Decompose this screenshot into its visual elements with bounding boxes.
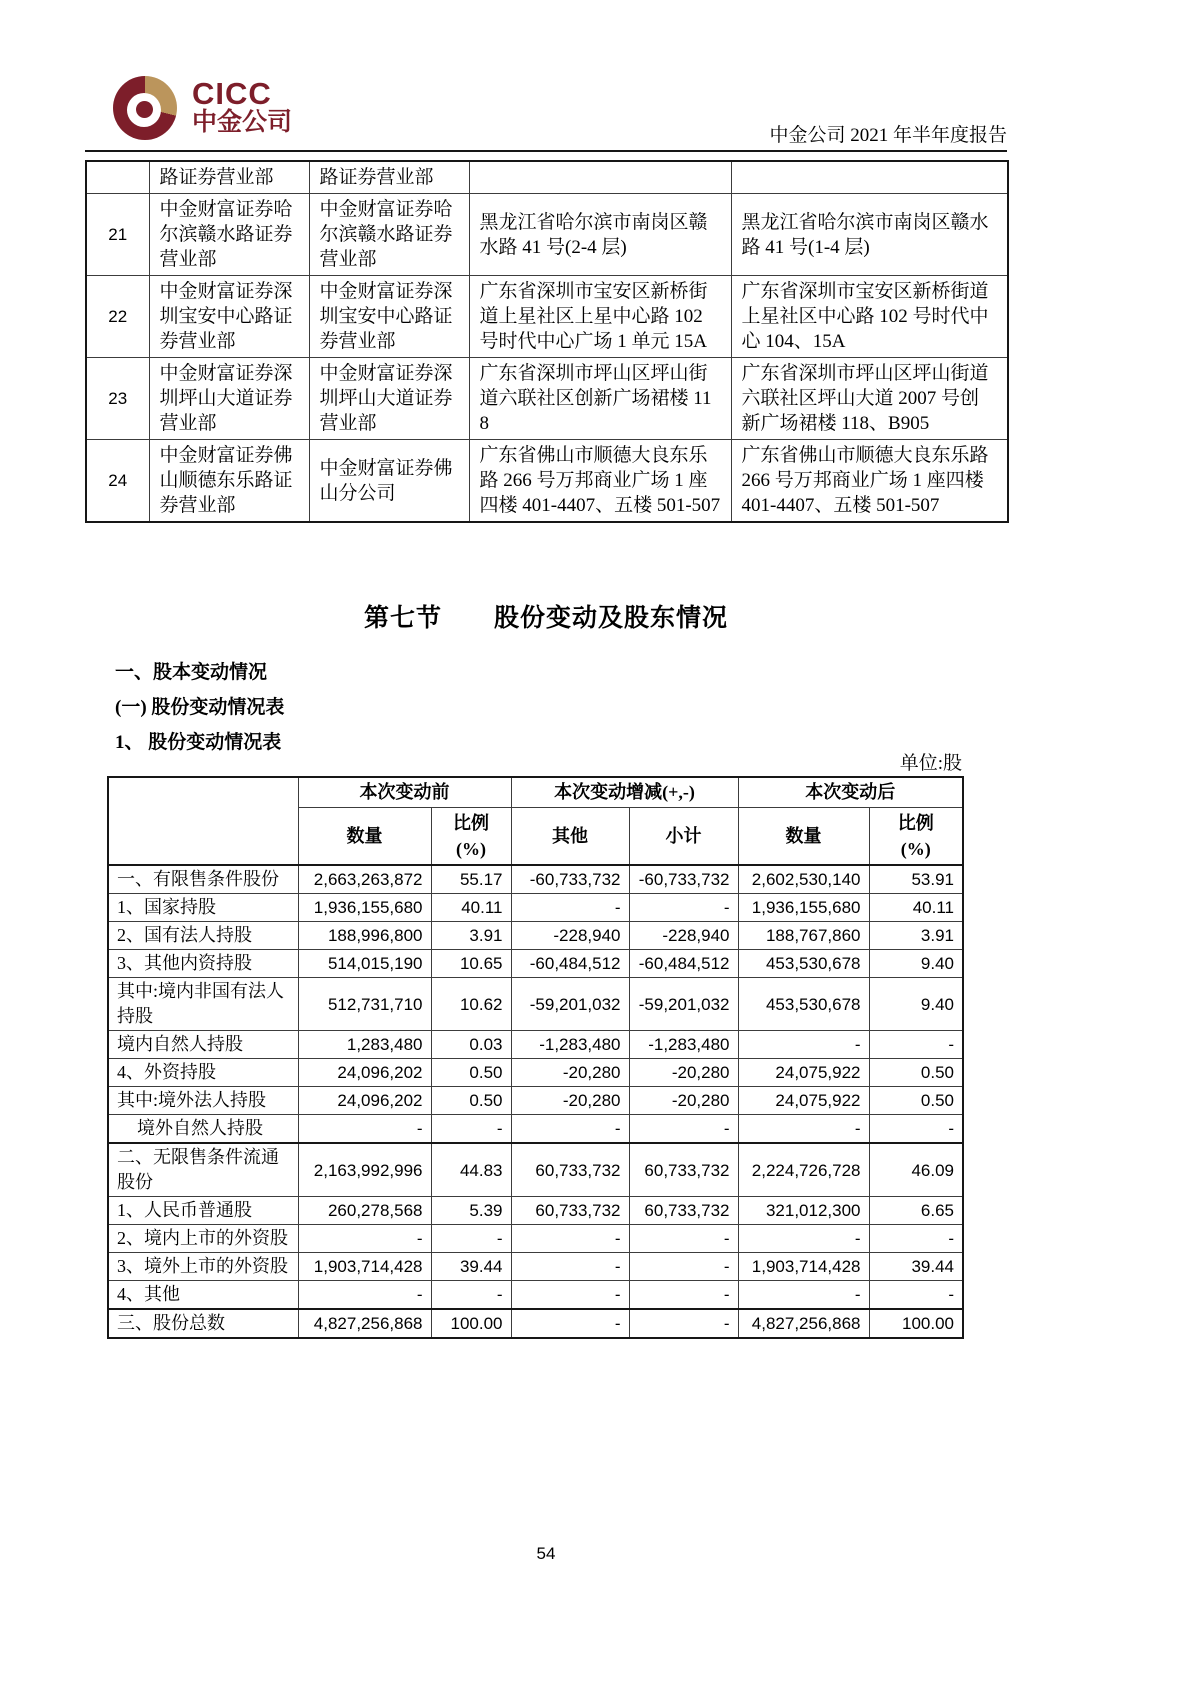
branch-table-row <box>86 440 1008 523</box>
share-cell-label: 2、国有法人持股 <box>108 922 298 950</box>
share-cell-qty-before: 514,015,190 <box>298 950 431 978</box>
report-header-title: 中金公司 2021 年半年度报告 <box>769 125 1007 146</box>
branch-cell-address-after: 广东省佛山市顺德大良东乐路 266 号万邦商业广场 1 座四楼 401-4407、五楼 501-507 <box>731 440 1008 523</box>
share-cell-other: -20,280 <box>511 1059 629 1087</box>
share-cell-other: - <box>511 1115 629 1144</box>
share-cell-qty-after: 24,075,922 <box>738 1087 869 1115</box>
share-table-row <box>108 1225 963 1253</box>
branch-cell-no: 24 <box>86 440 149 523</box>
share-cell-qty-after: - <box>738 1225 869 1253</box>
share-cell-ratio-before: 10.62 <box>431 978 511 1031</box>
share-cell-ratio-after: 100.00 <box>869 1309 963 1338</box>
share-cell-qty-after: 1,903,714,428 <box>738 1253 869 1281</box>
share-cell-label: 二、无限售条件流通股份 <box>108 1143 298 1197</box>
share-cell-subtotal: - <box>629 894 738 922</box>
share-cell-ratio-before: 0.50 <box>431 1087 511 1115</box>
share-cell-ratio-before: - <box>431 1225 511 1253</box>
ratio-label-line1: 比例 <box>453 813 489 833</box>
share-cell-ratio-before: 5.39 <box>431 1197 511 1225</box>
branch-table <box>85 160 1009 523</box>
branch-cell-address-after: 广东省深圳市宝安区新桥街道上星社区中心路 102 号时代中心 104、15A <box>731 276 1008 358</box>
share-cell-ratio-before: 40.11 <box>431 894 511 922</box>
share-cell-qty-before: 2,663,263,872 <box>298 865 431 894</box>
share-cell-qty-before: 512,731,710 <box>298 978 431 1031</box>
share-cell-other: - <box>511 1225 629 1253</box>
section-title: 第七节 股份变动及股东情况 <box>363 605 728 632</box>
branch-cell-address-after: 黑龙江省哈尔滨市南岗区赣水路 41 号(1-4 层) <box>731 194 1008 276</box>
share-cell-label: 4、其他 <box>108 1281 298 1310</box>
share-cell-qty-after: - <box>738 1031 869 1059</box>
share-table-row <box>108 1309 963 1338</box>
unit-row <box>107 748 962 775</box>
branch-cell-address-before: 广东省佛山市顺德大良东乐路 266 号万邦商业广场 1 座四楼 401-4407、五楼 501-507 <box>469 440 731 523</box>
share-cell-qty-before: 2,163,992,996 <box>298 1143 431 1197</box>
share-cell-subtotal: -228,940 <box>629 922 738 950</box>
col-header-group-after: 本次变动后 <box>738 777 963 808</box>
branch-cell-address-before: 广东省深圳市宝安区新桥街道上星社区上星中心路 102 号时代中心广场 1 单元 15A <box>469 276 731 358</box>
share-cell-subtotal: -60,484,512 <box>629 950 738 978</box>
share-cell-label: 三、股份总数 <box>108 1309 298 1338</box>
unit-label: 单位:股 <box>899 753 962 774</box>
share-cell-ratio-before: 55.17 <box>431 865 511 894</box>
share-cell-qty-after: - <box>738 1281 869 1310</box>
share-cell-qty-after: 188,767,860 <box>738 922 869 950</box>
share-cell-qty-after: 2,224,726,728 <box>738 1143 869 1197</box>
share-cell-ratio-before: - <box>431 1115 511 1144</box>
share-cell-ratio-before: 3.91 <box>431 922 511 950</box>
branch-table-body <box>86 161 1008 522</box>
col-header-group-change: 本次变动增减(+,-) <box>511 777 738 808</box>
share-cell-other: - <box>511 1253 629 1281</box>
share-table-row <box>108 865 963 894</box>
heading-share-change-table: (一) 股份变动情况表 <box>115 697 285 718</box>
share-cell-ratio-after: 0.50 <box>869 1059 963 1087</box>
share-cell-ratio-after: - <box>869 1115 963 1144</box>
branch-cell-name-after: 路证券营业部 <box>309 161 469 194</box>
share-cell-ratio-after: 9.40 <box>869 978 963 1031</box>
branch-cell-no <box>86 161 149 194</box>
share-cell-ratio-after: 46.09 <box>869 1143 963 1197</box>
share-cell-ratio-before: 0.50 <box>431 1059 511 1087</box>
share-cell-subtotal: - <box>629 1253 738 1281</box>
branch-cell-no: 22 <box>86 276 149 358</box>
heading-share-change-table-item: 1、 股份变动情况表 <box>115 732 282 753</box>
share-cell-qty-after: 1,936,155,680 <box>738 894 869 922</box>
share-cell-subtotal: -20,280 <box>629 1059 738 1087</box>
share-table-body <box>108 865 963 1338</box>
share-cell-other: -1,283,480 <box>511 1031 629 1059</box>
ratio-label-line2: (%) <box>456 839 486 859</box>
share-cell-ratio-after: 53.91 <box>869 865 963 894</box>
share-table-row <box>108 1031 963 1059</box>
share-cell-other: -60,733,732 <box>511 865 629 894</box>
share-cell-subtotal: - <box>629 1115 738 1144</box>
share-cell-qty-after: 453,530,678 <box>738 950 869 978</box>
share-table-row <box>108 1087 963 1115</box>
share-table-row <box>108 922 963 950</box>
col-header-other: 其他 <box>511 808 629 866</box>
share-cell-ratio-before: 100.00 <box>431 1309 511 1338</box>
share-cell-other: 60,733,732 <box>511 1143 629 1197</box>
share-table-row <box>108 1253 963 1281</box>
share-cell-label: 境内自然人持股 <box>108 1031 298 1059</box>
branch-cell-name-before: 中金财富证券哈尔滨赣水路证券营业部 <box>149 194 309 276</box>
share-cell-ratio-after: 3.91 <box>869 922 963 950</box>
branch-table-row <box>86 161 1008 194</box>
share-cell-ratio-before: 44.83 <box>431 1143 511 1197</box>
share-cell-qty-after: 453,530,678 <box>738 978 869 1031</box>
branch-cell-address-after: 广东省深圳市坪山区坪山街道六联社区坪山大道 2007 号创新广场裙楼 118、B905 <box>731 358 1008 440</box>
share-cell-qty-after: 4,827,256,868 <box>738 1309 869 1338</box>
branch-cell-name-after: 中金财富证券佛山分公司 <box>309 440 469 523</box>
share-cell-qty-before: 4,827,256,868 <box>298 1309 431 1338</box>
share-cell-other: -228,940 <box>511 922 629 950</box>
share-table-header-row-groups <box>108 777 963 808</box>
branch-cell-address-before: 黑龙江省哈尔滨市南岗区赣水路 41 号(2-4 层) <box>469 194 731 276</box>
col-header-qty-before: 数量 <box>298 808 431 866</box>
share-cell-subtotal: -60,733,732 <box>629 865 738 894</box>
branch-cell-name-after: 中金财富证券深圳宝安中心路证券营业部 <box>309 276 469 358</box>
branch-cell-address-before: 广东省深圳市坪山区坪山街道六联社区创新广场裙楼 118 <box>469 358 731 440</box>
col-header-ratio-after <box>869 808 963 866</box>
share-cell-ratio-after: 9.40 <box>869 950 963 978</box>
branch-cell-name-before: 中金财富证券佛山顺德东乐路证券营业部 <box>149 440 309 523</box>
branch-cell-address-before <box>469 161 731 194</box>
share-cell-qty-before: - <box>298 1115 431 1144</box>
share-cell-label: 其中:境内非国有法人持股 <box>108 978 298 1031</box>
branch-cell-name-before: 中金财富证券深圳坪山大道证券营业部 <box>149 358 309 440</box>
share-cell-qty-before: 24,096,202 <box>298 1087 431 1115</box>
share-cell-qty-before: 260,278,568 <box>298 1197 431 1225</box>
share-table-row <box>108 1115 963 1144</box>
header-rule <box>85 150 1007 152</box>
col-header-qty-after: 数量 <box>738 808 869 866</box>
share-cell-label: 1、人民币普通股 <box>108 1197 298 1225</box>
branch-cell-no: 23 <box>86 358 149 440</box>
branch-table-row <box>86 276 1008 358</box>
share-cell-subtotal: -20,280 <box>629 1087 738 1115</box>
share-table-row <box>108 1059 963 1087</box>
page-number: 54 <box>536 1544 556 1563</box>
share-cell-ratio-after: - <box>869 1225 963 1253</box>
share-cell-subtotal: - <box>629 1281 738 1310</box>
share-cell-qty-before: - <box>298 1225 431 1253</box>
col-header-subtotal: 小计 <box>629 808 738 866</box>
share-cell-ratio-before: - <box>431 1281 511 1310</box>
share-cell-qty-after: 321,012,300 <box>738 1197 869 1225</box>
share-cell-qty-after: 2,602,530,140 <box>738 865 869 894</box>
share-cell-other: - <box>511 1309 629 1338</box>
branch-cell-name-after: 中金财富证券哈尔滨赣水路证券营业部 <box>309 194 469 276</box>
share-cell-subtotal: - <box>629 1309 738 1338</box>
logo-text-cn: 中金公司 <box>192 109 293 137</box>
share-cell-other: - <box>511 1281 629 1310</box>
share-cell-ratio-before: 10.65 <box>431 950 511 978</box>
col-header-ratio-before <box>431 808 511 866</box>
share-cell-qty-after: 24,075,922 <box>738 1059 869 1087</box>
branch-table-row <box>86 194 1008 276</box>
share-table-row <box>108 1143 963 1197</box>
share-cell-other: -59,201,032 <box>511 978 629 1031</box>
share-cell-label: 1、国家持股 <box>108 894 298 922</box>
share-cell-subtotal: -1,283,480 <box>629 1031 738 1059</box>
share-cell-label: 2、境内上市的外资股 <box>108 1225 298 1253</box>
share-cell-subtotal: 60,733,732 <box>629 1197 738 1225</box>
branch-cell-name-before: 路证券营业部 <box>149 161 309 194</box>
share-cell-label: 境外自然人持股 <box>108 1115 298 1144</box>
ratio-label-line2: (%) <box>900 839 931 859</box>
share-cell-ratio-before: 0.03 <box>431 1031 511 1059</box>
share-cell-ratio-after: 6.65 <box>869 1197 963 1225</box>
share-cell-qty-before: 1,283,480 <box>298 1031 431 1059</box>
share-cell-label: 其中:境外法人持股 <box>108 1087 298 1115</box>
share-cell-other: -60,484,512 <box>511 950 629 978</box>
ratio-label-line1: 比例 <box>897 813 934 833</box>
branch-cell-name-before: 中金财富证券深圳宝安中心路证券营业部 <box>149 276 309 358</box>
share-cell-ratio-after: - <box>869 1031 963 1059</box>
share-cell-other: - <box>511 894 629 922</box>
share-table-row <box>108 978 963 1031</box>
share-cell-ratio-before: 39.44 <box>431 1253 511 1281</box>
share-cell-other: -20,280 <box>511 1087 629 1115</box>
share-cell-ratio-after: 0.50 <box>869 1087 963 1115</box>
share-cell-qty-before: 24,096,202 <box>298 1059 431 1087</box>
share-cell-qty-before: 1,936,155,680 <box>298 894 431 922</box>
heading-share-capital-change: 一、股本变动情况 <box>115 662 268 683</box>
share-table-row <box>108 950 963 978</box>
share-cell-ratio-after: 40.11 <box>869 894 963 922</box>
share-table-row <box>108 1281 963 1310</box>
share-cell-qty-before: - <box>298 1281 431 1310</box>
share-cell-qty-after: - <box>738 1115 869 1144</box>
share-table-row <box>108 1197 963 1225</box>
share-cell-qty-before: 188,996,800 <box>298 922 431 950</box>
share-cell-ratio-after: 39.44 <box>869 1253 963 1281</box>
share-cell-subtotal: -59,201,032 <box>629 978 738 1031</box>
share-cell-label: 3、境外上市的外资股 <box>108 1253 298 1281</box>
col-header-group-before: 本次变动前 <box>298 777 511 808</box>
share-cell-label: 4、外资持股 <box>108 1059 298 1087</box>
branch-table-row <box>86 358 1008 440</box>
branch-cell-no: 21 <box>86 194 149 276</box>
share-cell-subtotal: 60,733,732 <box>629 1143 738 1197</box>
branch-cell-address-after <box>731 161 1008 194</box>
share-cell-other: 60,733,732 <box>511 1197 629 1225</box>
share-change-table <box>107 776 964 1339</box>
share-cell-qty-before: 1,903,714,428 <box>298 1253 431 1281</box>
share-cell-label: 一、有限售条件股份 <box>108 865 298 894</box>
share-table-row <box>108 894 963 922</box>
branch-cell-name-after: 中金财富证券深圳坪山大道证券营业部 <box>309 358 469 440</box>
logo-text-en: CICC <box>192 76 272 112</box>
share-cell-label: 3、其他内资持股 <box>108 950 298 978</box>
share-cell-ratio-after: - <box>869 1281 963 1310</box>
col-header-empty <box>108 777 298 865</box>
share-table-head <box>108 777 963 865</box>
share-cell-subtotal: - <box>629 1225 738 1253</box>
